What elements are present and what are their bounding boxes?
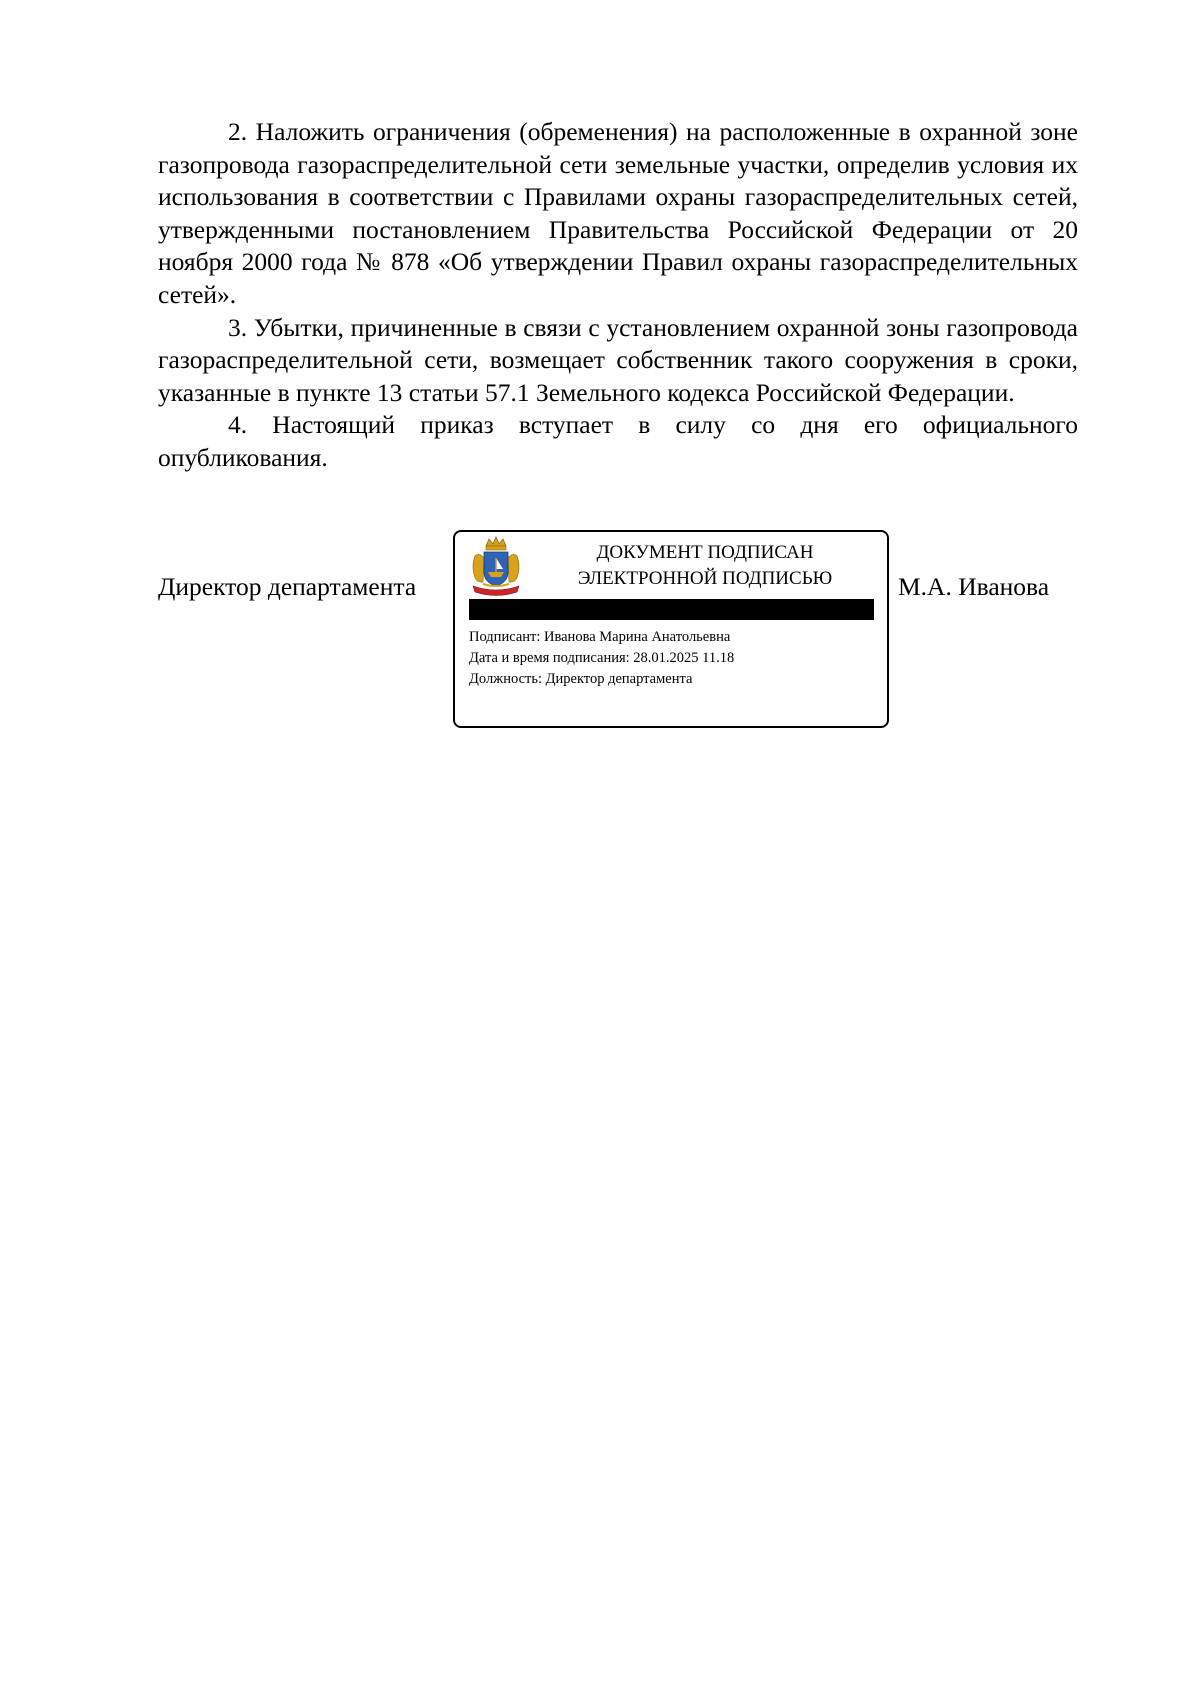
stamp-signer-position: Должность: Директор департамента [469,671,693,687]
stamp-details [469,627,879,690]
electronic-signature-stamp [453,530,889,728]
stamp-signing-datetime: Дата и время подписания: 28.01.2025 11.18 [469,650,735,666]
coat-of-arms-icon [469,536,523,598]
stamp-heading-line-2: ЭЛЕКТРОННОЙ ПОДПИСЬЮ [577,568,833,589]
signer-name: М.А. Иванова [898,572,1050,601]
stamp-heading-line-1: ДОКУМЕНТ ПОДПИСАН [596,542,814,563]
paragraph-4: 4. Настоящий приказ вступает в силу со дня его официального опубликования. [158,410,1078,472]
stamp-heading [535,540,875,592]
document-body [158,116,1078,475]
stamp-signer: Подписант: Иванова Марина Анатольевна [469,629,731,645]
paragraph-2: 2. Наложить ограничения (обременения) на расположенные в охранной зоне газопровода газораспределительной сети земельные участки, определив условия их использования в соответствии с Правилами охраны газораспределительных сетей, утвержденными постановлением Правительства Российской Федерации от 20 ноября 2000 года № 878 «Об утверждении Правил охраны газораспределительных сетей». [158,117,1078,309]
certificate-redaction-bar [469,599,874,620]
signer-position-title: Директор департамента [158,572,417,601]
paragraph-3: 3. Убытки, причиненные в связи с установлением охранной зоны газопровода газораспределительной сети, возмещает собственник такого сооружения в сроки, указанные в пункте 13 статьи 57.1 Земельного кодекса Российской Федерации. [158,312,1078,407]
